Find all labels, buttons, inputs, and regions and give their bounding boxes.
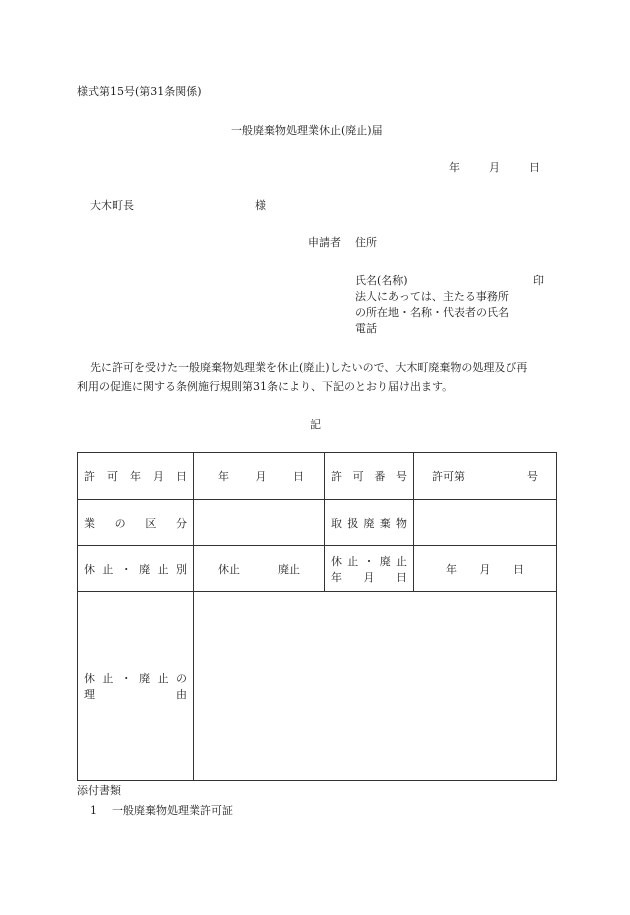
suspend-abolish-type-label: 休 止 ・ 廃 止 別 [84,562,187,576]
suspend-date-label-line1: 休 止 ・ 廃 止 [331,554,407,568]
table-row [78,453,557,500]
addressee-honorific: 様 [255,199,266,212]
permit-date-label: 許 可 年 月 日 [84,470,187,483]
permit-date-label-cell [78,453,194,500]
reason-label-line1: 休 止 ・ 廃 止 の [84,672,187,685]
date-day-label: 日 [529,161,540,174]
suspend-date-label-line2: 年 月 日 [331,570,407,584]
table-row [78,546,557,592]
table-row [78,592,557,781]
date-year-label: 年 [449,161,460,174]
addressee-name: 大木町長 [90,199,134,212]
business-type-value-cell[interactable] [194,500,325,546]
permit-number-label-cell [325,453,414,500]
phone-label: 電話 [355,322,377,335]
option-suspend[interactable]: 休止 [218,562,240,576]
body-paragraph-line2: 利用の促進に関する条例施行規則第31条により、下記のとおり届け出ます。 [77,380,454,393]
permit-number-value-cell[interactable] [414,453,557,500]
corporate-note-line2: の所在地・名称・代表者の氏名 [355,306,509,319]
document-title: 一般廃棄物処理業休止(廃止)届 [231,124,383,137]
notification-table [77,452,557,781]
business-type-label-cell [78,500,194,546]
address-label: 住所 [355,236,377,249]
reason-label-cell [78,592,194,781]
permit-date-day: 日 [293,470,304,483]
body-paragraph-line1: 先に許可を受けた一般廃棄物処理業を休止(廃止)したいので、大木町廃棄物の処理及び再 [90,361,528,374]
waste-handled-value-cell[interactable] [414,500,557,546]
applicant-name-label: 氏名(名称) [355,274,408,287]
permit-date-value-cell[interactable] [194,453,325,500]
permit-number-suffix: 号 [527,470,538,483]
suspend-date-year: 年 [446,562,457,576]
reason-label-line2: 理 由 [84,688,187,701]
attachment-item-number: 1 [90,804,97,817]
suspend-date-value-cell[interactable] [414,546,557,592]
waste-handled-label: 取 扱 廃 棄 物 [331,516,407,530]
form-number: 様式第15号(第31条関係) [77,85,202,98]
reason-value-cell[interactable] [194,592,557,781]
applicant-label: 申請者 [308,236,341,249]
business-type-label: 業 の 区 分 [84,516,187,530]
suspend-date-day: 日 [513,562,524,576]
permit-number-label: 許 可 番 号 [331,470,407,483]
ki-heading: 記 [310,418,321,431]
submission-date [449,160,540,175]
attachments-heading: 添付書類 [77,784,121,797]
corporate-note-line1: 法人にあっては、主たる事務所 [355,290,509,303]
permit-date-year: 年 [218,470,229,483]
attachment-item [90,803,233,818]
date-month-label: 月 [489,161,500,174]
permit-number-prefix: 許可第 [432,470,465,483]
table-row [78,500,557,546]
suspend-abolish-type-label-cell [78,546,194,592]
suspend-date-month: 月 [479,562,491,576]
suspend-abolish-type-value-cell[interactable] [194,546,325,592]
seal-label: 印 [533,274,544,287]
suspend-date-label-cell [325,546,414,592]
option-abolish[interactable]: 廃止 [278,562,300,576]
attachment-item-text: 一般廃棄物処理業許可証 [112,804,233,817]
permit-date-month: 月 [255,470,267,483]
waste-handled-label-cell [325,500,414,546]
